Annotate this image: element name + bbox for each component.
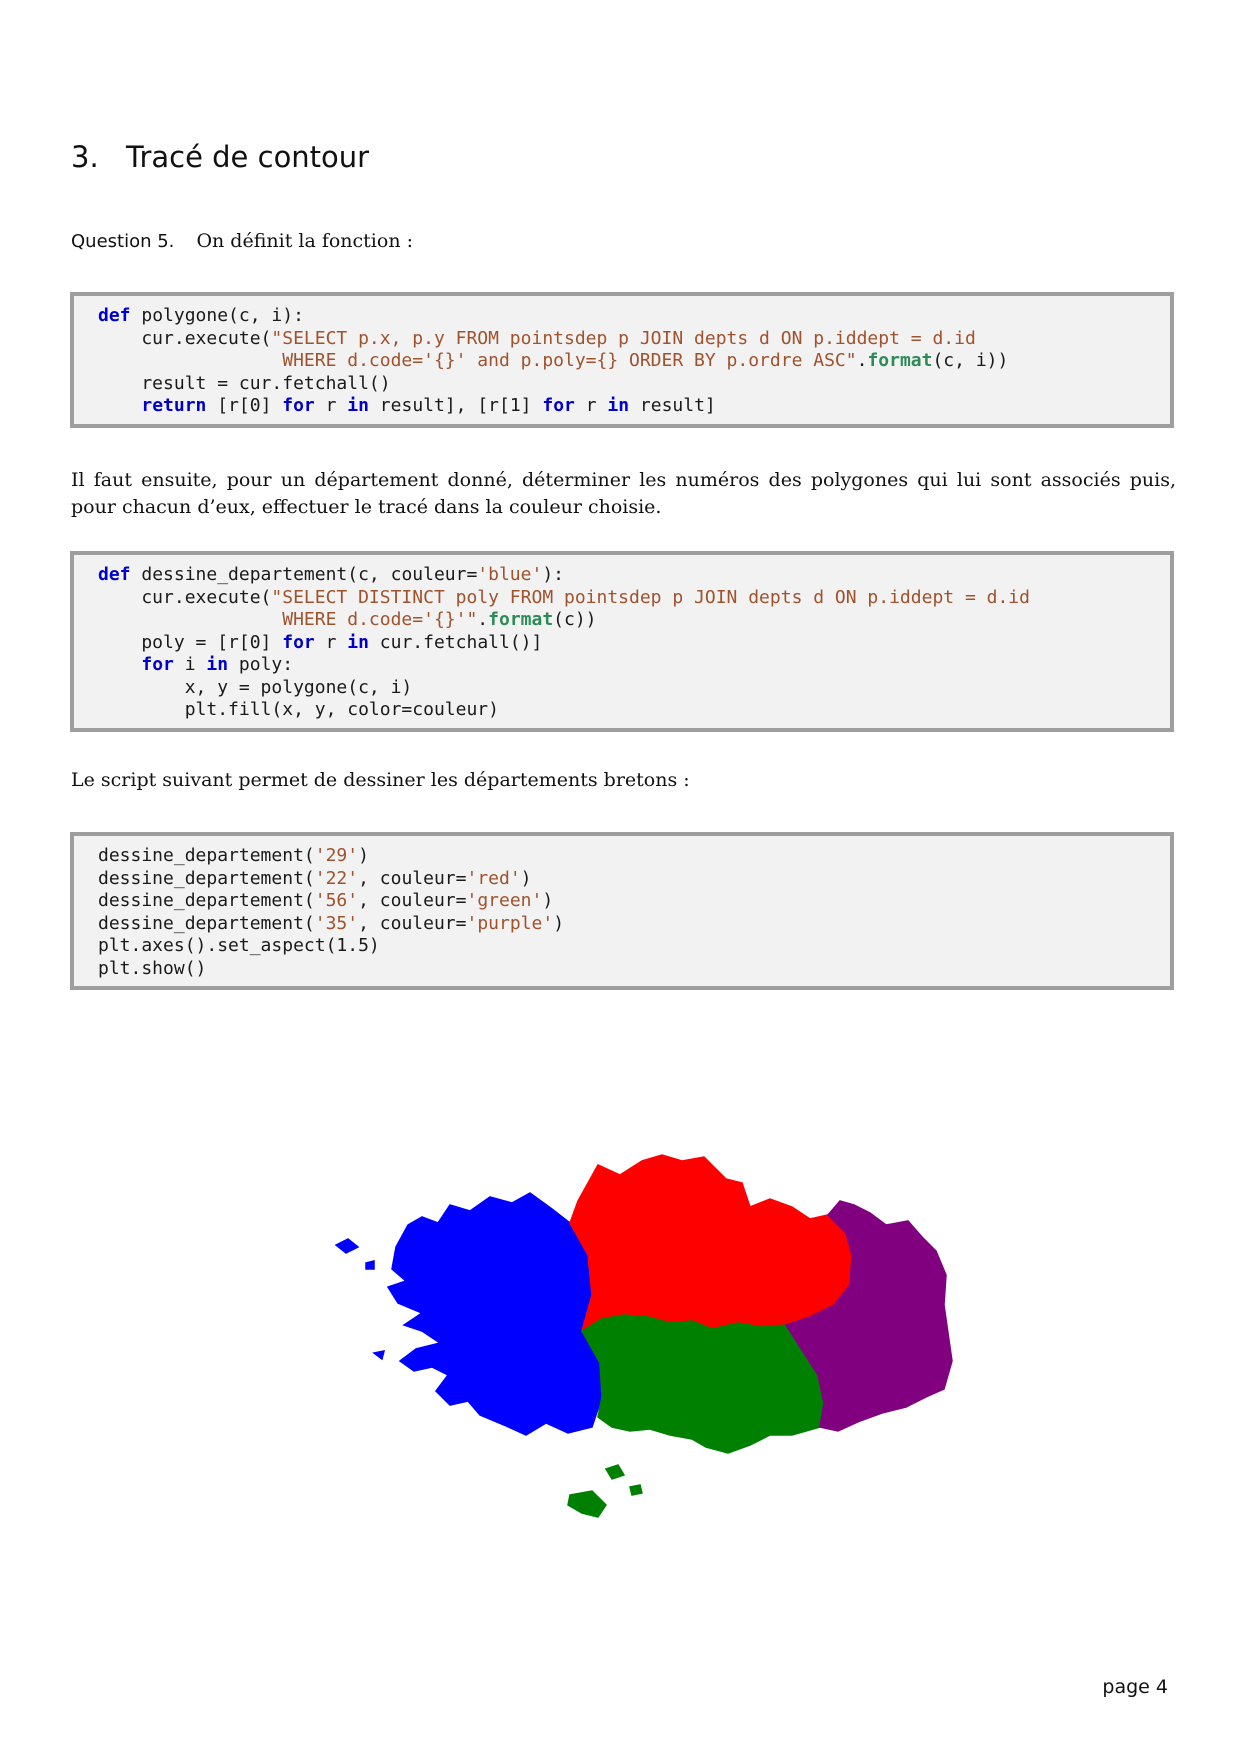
code-token: (c)) — [553, 609, 597, 630]
code-token: 'blue' — [477, 564, 543, 585]
code-block-script — [70, 832, 1174, 990]
department-56-island — [606, 1465, 624, 1479]
code-token: dessine_departement(c, couleur= — [130, 564, 478, 585]
department-56-island — [568, 1491, 606, 1517]
paragraph-script: Le script suivant permet de dessiner les départements bretons : — [71, 769, 690, 791]
code-token: def — [98, 305, 131, 326]
department-56-shape — [582, 1315, 824, 1453]
code-token: r — [314, 631, 348, 653]
code-token: in — [347, 631, 369, 653]
code-token: ) — [553, 912, 565, 934]
code-token: cur.fetchall()] — [368, 631, 543, 653]
code-token: . — [477, 609, 489, 630]
code-listing — [74, 292, 1170, 428]
code-token: ) — [520, 867, 532, 889]
code-token: for — [282, 631, 315, 653]
code-token — [98, 395, 141, 416]
code-token: plt.fill(x, y, color=couleur) — [98, 699, 499, 720]
code-token: , couleur= — [358, 912, 467, 934]
code-token: 'red' — [466, 867, 521, 889]
question-label: Question 5. — [71, 231, 175, 252]
section-number: 3. — [71, 140, 99, 174]
code-token: cur.execute( — [98, 327, 272, 349]
code-token: 'green' — [466, 890, 543, 911]
code-token: in — [347, 395, 369, 416]
department-29-island — [336, 1239, 358, 1253]
code-token: , couleur= — [358, 867, 467, 889]
code-listing — [74, 832, 1170, 990]
page-number: page 4 — [1102, 1676, 1168, 1698]
code-token: '35' — [314, 912, 359, 934]
code-token: poly: — [228, 654, 294, 675]
map-svg — [330, 1135, 990, 1535]
paragraph-explanation: Il faut ensuite, pour un département donné, déterminer les numéros des polygones qui lui sont associés puis, pour chacun d’eux, effectuer le tracé dans la couleur choisie. — [71, 469, 1176, 518]
code-token: for — [282, 395, 315, 416]
code-token: polygone(c, i): — [130, 305, 304, 326]
code-token: format — [488, 609, 554, 630]
code-token: WHERE d.code='{}'" — [98, 609, 478, 630]
code-token: 'purple' — [466, 912, 554, 934]
code-token: [r[0] — [206, 395, 283, 416]
code-token: in — [607, 395, 630, 416]
code-token: i — [173, 654, 207, 675]
code-block-polygone — [70, 292, 1174, 428]
brittany-map — [330, 1135, 990, 1535]
code-token: ): — [542, 564, 565, 585]
department-22-shape — [570, 1155, 852, 1331]
code-token: return — [141, 395, 207, 416]
code-token: ) — [358, 845, 369, 866]
code-token: result = cur.fetchall() — [98, 372, 391, 394]
code-block-dessine — [70, 551, 1174, 732]
code-token: dessine_departement( — [98, 890, 315, 911]
code-token: "SELECT DISTINCT poly FROM pointsdep p JOIN depts d ON p.iddept = d.id — [271, 586, 1030, 608]
code-token: cur.execute( — [98, 586, 272, 608]
code-token: poly = [r[0] — [98, 631, 283, 653]
code-token: for — [542, 395, 575, 416]
code-token: '22' — [314, 867, 359, 889]
code-token: in — [206, 654, 229, 675]
code-token: plt.axes().set_aspect(1.5) — [98, 935, 380, 956]
code-token: '29' — [314, 845, 359, 866]
code-token: format — [867, 350, 933, 371]
question — [71, 230, 413, 252]
code-token — [98, 654, 141, 675]
code-listing — [74, 551, 1170, 732]
code-token: dessine_departement( — [98, 912, 315, 934]
department-29-island — [374, 1351, 384, 1359]
code-token: , couleur= — [358, 890, 467, 911]
code-token: def — [98, 564, 131, 585]
code-token: for — [141, 654, 174, 675]
department-29-shape — [388, 1193, 602, 1435]
code-token: r — [574, 395, 608, 416]
code-token: result] — [629, 395, 716, 416]
code-token: . — [856, 350, 868, 371]
code-token: ) — [542, 890, 554, 911]
question-text: On définit la fonction : — [196, 230, 413, 252]
section-title-text: Tracé de contour — [126, 140, 370, 174]
code-token: r — [314, 395, 348, 416]
code-token: plt.show() — [98, 957, 207, 979]
code-token: '56' — [314, 890, 359, 911]
department-22 — [570, 1155, 852, 1331]
department-56-island — [630, 1485, 642, 1495]
department-56 — [568, 1315, 824, 1517]
code-token: (c, i)) — [932, 350, 1009, 371]
department-29 — [336, 1193, 602, 1435]
code-token: x, y = polygone(c, i) — [98, 676, 413, 698]
code-token: dessine_departement( — [98, 845, 315, 866]
code-token: result], [r[1] — [368, 395, 543, 416]
section-title — [71, 140, 369, 174]
code-token: dessine_departement( — [98, 867, 315, 889]
code-token: WHERE d.code='{}' and p.poly={} ORDER BY p.ordre ASC" — [98, 350, 857, 371]
department-29-island — [366, 1261, 374, 1269]
code-token: "SELECT p.x, p.y FROM pointsdep p JOIN depts d ON p.iddept = d.id — [271, 327, 976, 349]
